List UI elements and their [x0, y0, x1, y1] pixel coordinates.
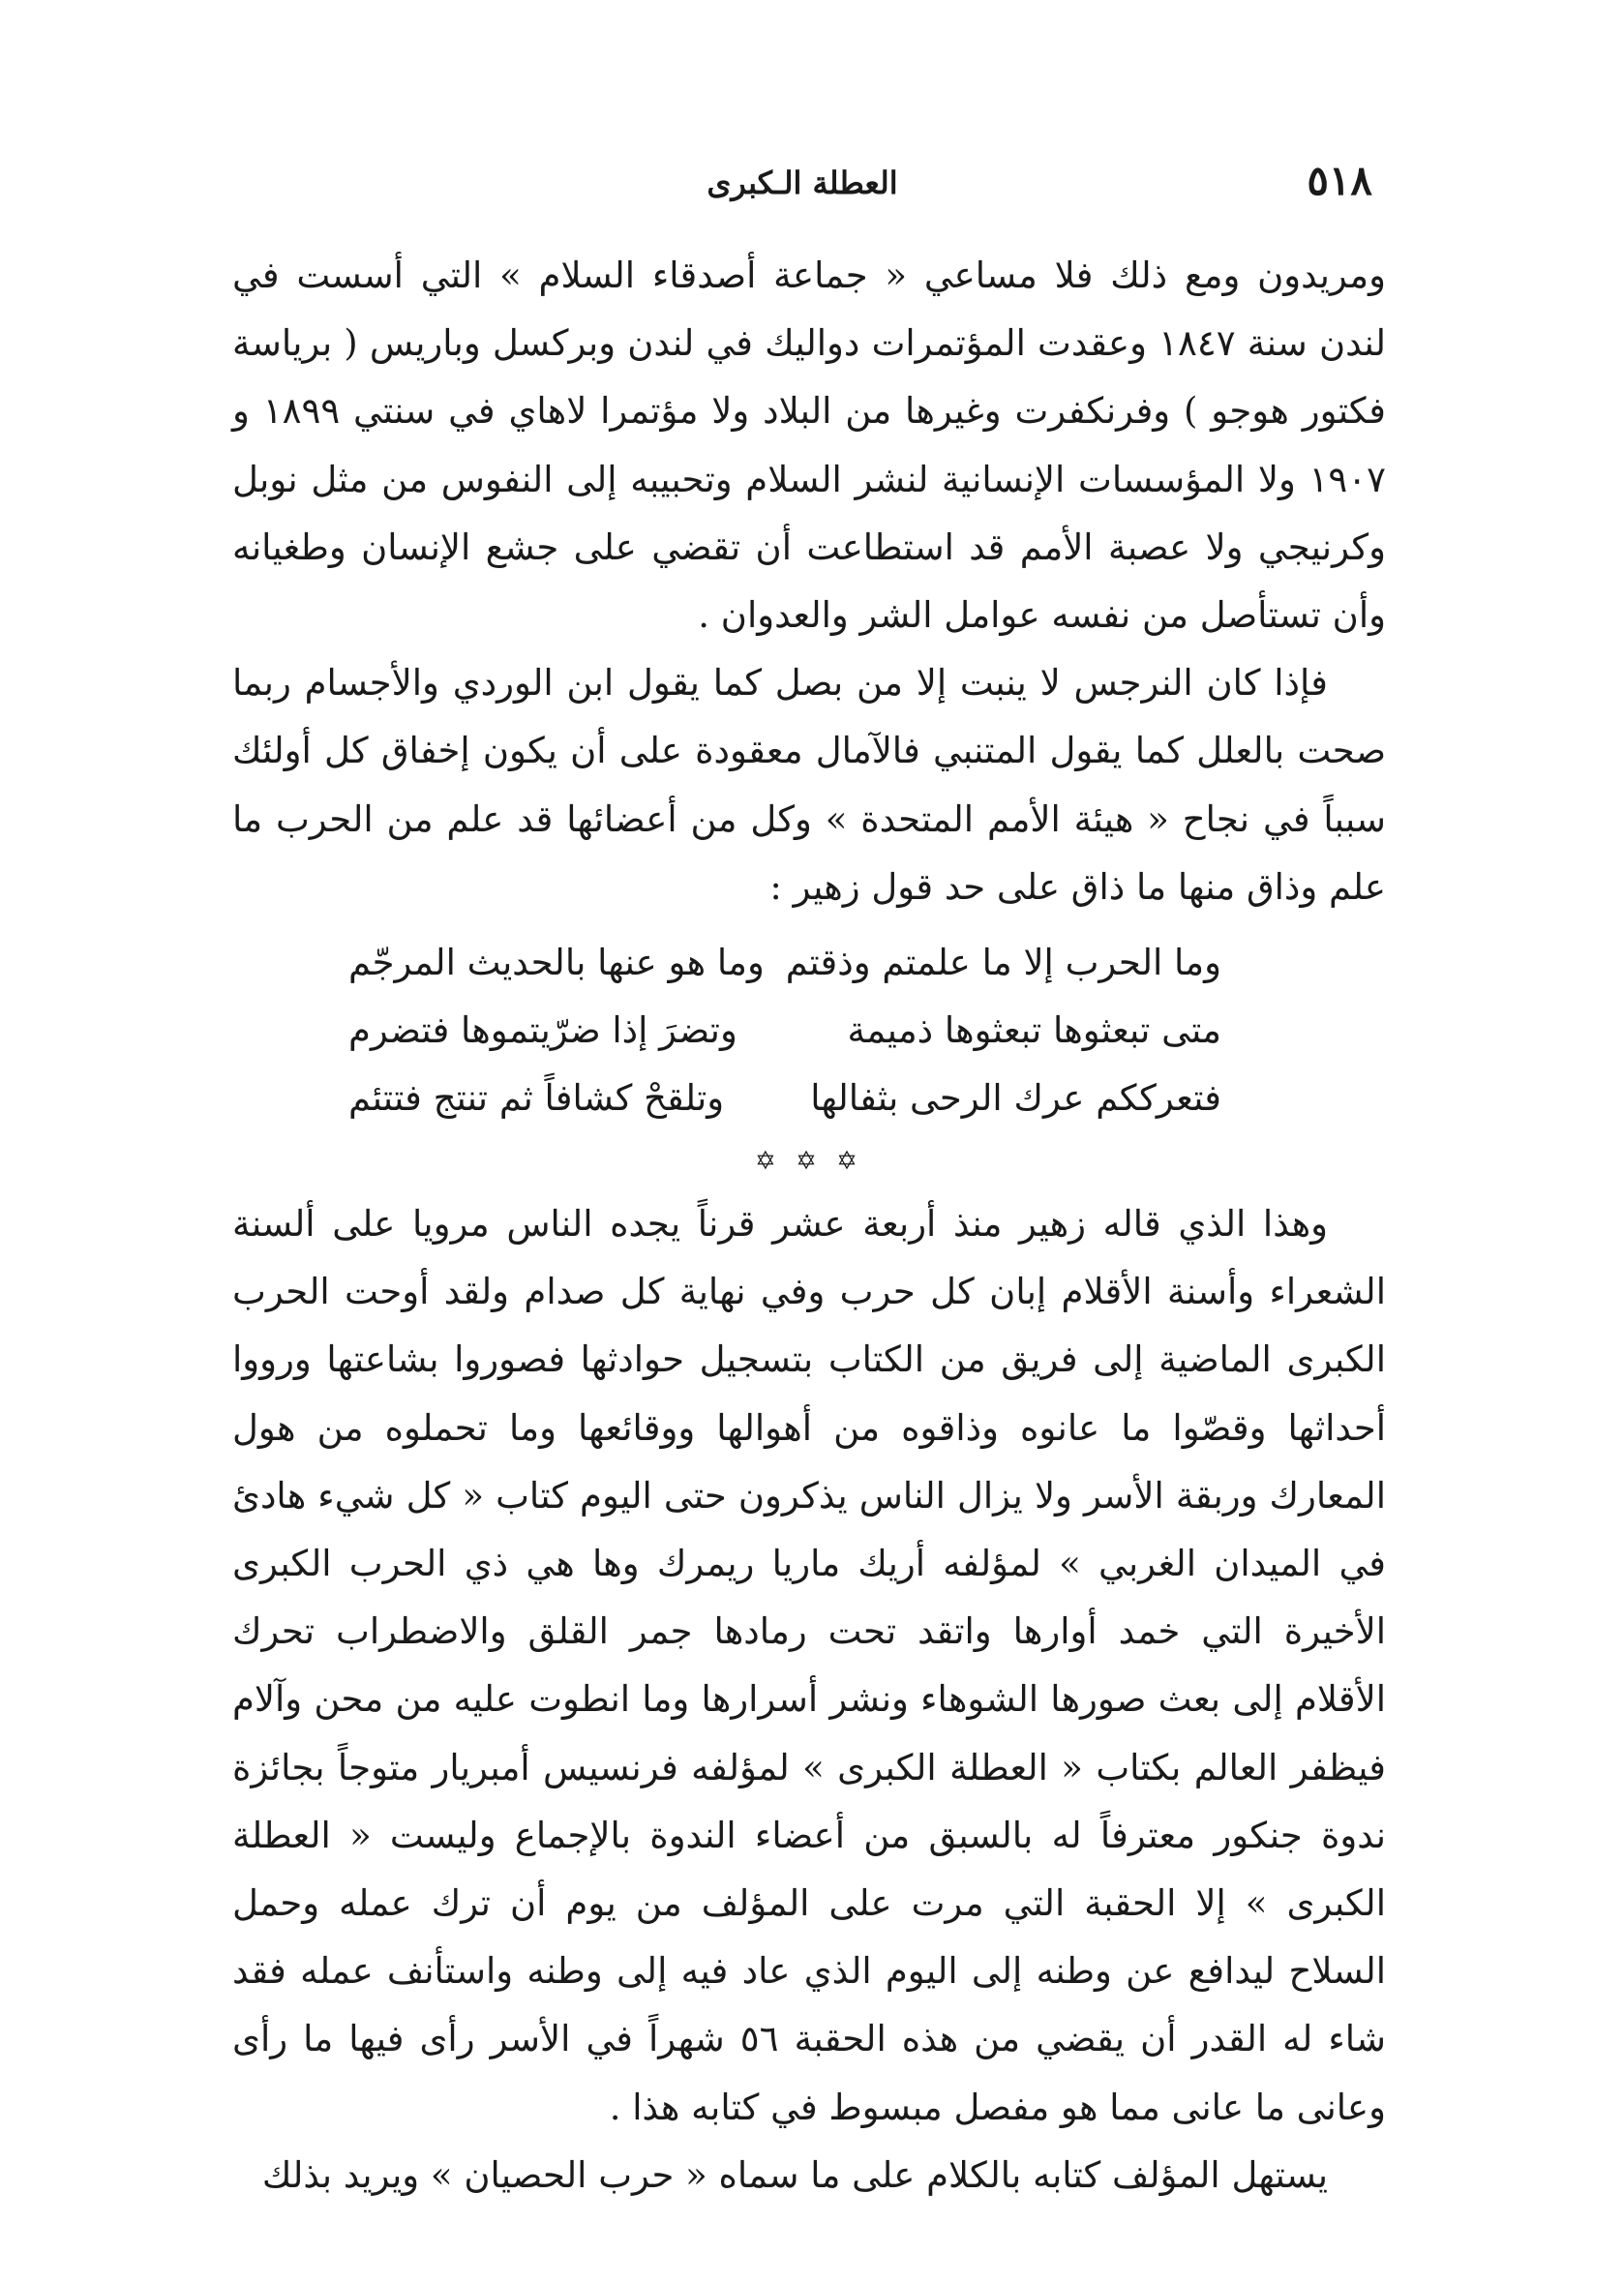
poem-hemistich-first: فتعرككم عرك الرحى بثفالها — [810, 1077, 1221, 1120]
poem-hemistich-second: وما هو عنها بالحديث المرجّم — [348, 942, 765, 984]
poem — [232, 929, 1386, 1132]
paragraph: وهذا الذي قاله زهير منذ أربعة عشر قرناً يجده الناس مرويا على ألسنة الشعراء وأسنة الأقلام إبان كل حرب وفي نهاية كل صدام ولقد أوحت الحرب الكبرى الماضية إلى فريق من الكتاب بتسجيل حوادثها فصوروا بشاعتها ورووا أحداثها وقصّوا ما عانوه وذاقوه من أهوالها ووقائعها وما تحملوه من هول المعارك وربقة الأسر ولا يزال الناس يذكرون حتى اليوم كتاب « كل شيء هادئ في الميدان الغربي » لمؤلفه أريك ماريا ريمرك وها هي ذي الحرب الكبرى الأخيرة التي خمد أوارها واتقد تحت رمادها جمر القلق والاضطراب تحرك الأقلام إلى بعث صورها الشوهاء ونشر أسرارها وما انطوت عليه من محن وآلام فيظفر العالم بكتاب « العطلة الكبرى » لمؤلفه فرنسيس أمبريار متوجاً بجائزة ندوة جنكور معترفاً له بالسبق من أعضاء الندوة بالإجماع وليست « العطلة الكبرى » إلا الحقبة التي مرت على المؤلف من يوم أن ترك عمله وحمل السلاح ليدافع عن وطنه إلى اليوم الذي عاد فيه إلى وطنه واستأنف عمله فقد شاء له القدر أن يقضي من هذه الحقبة ٥٦ شهراً في الأسر رأى فيها ما رأى وعانى ما عانى مما هو مفصل مبسوط في كتابه هذا . — [232, 1203, 1386, 2128]
poem-verse — [348, 997, 1221, 1065]
paragraph: ومريدون ومع ذلك فلا مساعي « جماعة أصدقاء السلام » التي أسست في لندن سنة ١٨٤٧ وعقدت المؤتمرات دواليك في لندن وبركسل وباريس ( برياسة فكتور هوجو ) وفرنكفرت وغيرها من البلاد ولا مؤتمرا لاهاي في سنتي ١٨٩٩ و ١٩٠٧ ولا المؤسسات الإنسانية لنشر السلام وتحبيبه إلى النفوس من مثل نوبل وكرنيجي ولا عصبة الأمم قد استطاعت أن تقضي على جشع الإنسان وطغيانه وأن تستأصل من نفسه عوامل الشر والعدوان . — [232, 255, 1386, 637]
page-header — [232, 157, 1372, 215]
poem-hemistich-second: وتلقحْ كشافاً ثم تنتج فتتئم — [348, 1077, 725, 1120]
paragraph: فإذا كان النرجس لا ينبت إلا من بصل كما يقول ابن الوردي والأجسام ربما صحت بالعلل كما يقول المتنبي فالآمال معقودة على أن يكون إخفاق كل أولئك سبباً في نجاح « هيئة الأمم المتحدة » وكل من أعضائها قد علم من الحرب ما علم وذاق منها ما ذاق على حد قول زهير : — [232, 662, 1386, 908]
section-separator-stars: ✡ ✡ ✡ — [755, 1147, 863, 1177]
poem-hemistich-first: وما الحرب إلا ما علمتم وذقتم — [785, 942, 1221, 984]
poem-verse — [348, 1065, 1221, 1132]
poem-verse — [348, 929, 1221, 997]
paragraph: يستهل المؤلف كتابه بالكلام على ما سماه « حرب الحصيان » ويريد بذلك — [261, 2153, 1328, 2196]
poem-hemistich-first: متى تبعثوها تبعثوها ذميمة — [847, 1009, 1221, 1052]
body-text — [232, 242, 1386, 2209]
page-number: ٥١٨ — [1307, 157, 1372, 204]
poem-hemistich-second: وتضرَ إذا ضرّيتموها فتضرم — [348, 1009, 737, 1052]
running-title: العطلة الـكبرى — [707, 165, 898, 201]
